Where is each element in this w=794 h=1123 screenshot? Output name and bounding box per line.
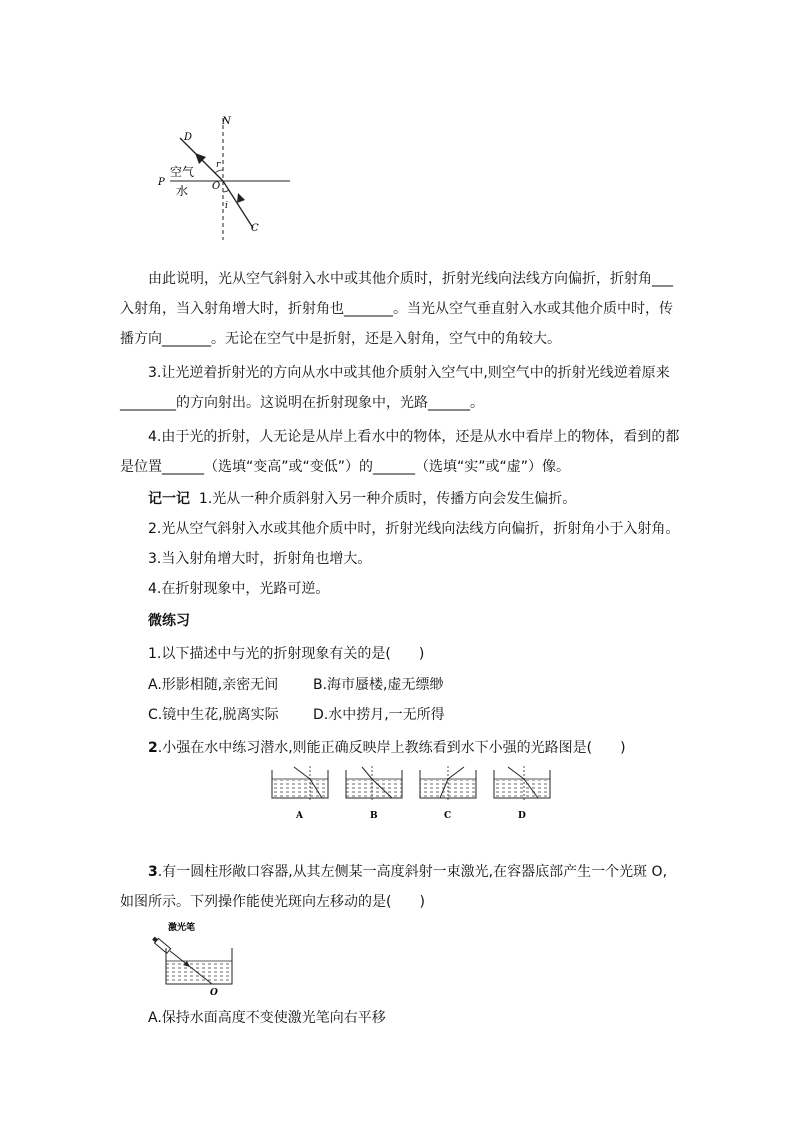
paragraph-apparent-position: 4.由于光的折射，人无论是从岸上看水中的物体，还是从水中看岸上的物体，看到的都是位置______（选填“变高”或“变低”）的______（选填“实”或“虚”）像。 (120, 429, 680, 475)
angle-arc-i (223, 190, 229, 192)
q2-text: .小强在水中练习潜水,则能正确反映岸上教练看到水下小强的光路图是( ) (157, 740, 626, 756)
q1-option-c: C.镜中生花,脱离实际 (148, 707, 279, 723)
angle-arc-r (215, 170, 223, 173)
memo-title: 记一记 (148, 491, 190, 507)
question-3 (120, 857, 680, 917)
laser-pen-label: 激光笔 (168, 923, 196, 933)
label-r: r (216, 160, 221, 170)
memo-item-1: 1.光从一种介质斜射入另一种介质时，传播方向会发生偏折。 (198, 491, 577, 507)
practice-title: 微练习 (148, 613, 190, 629)
label-N: N (222, 116, 231, 127)
q1-option-d: D.水中捞月,一无所得 (313, 707, 445, 723)
label-air: 空气 (170, 165, 195, 179)
memo-item-3: 3.当入射角增大时，折射角也增大。 (148, 551, 372, 567)
q2-option-d-diagram (494, 766, 550, 821)
refraction-diagram (150, 110, 300, 245)
label-C: C (251, 223, 259, 234)
q3-label-O: O (210, 988, 218, 998)
memo-item-4: 4.在折射现象中，光路可逆。 (148, 581, 330, 597)
laser-pen-icon (151, 936, 170, 953)
q2-label-c: C (444, 811, 452, 821)
label-water: 水 (176, 184, 189, 198)
q3-laser-figure (148, 918, 240, 998)
q2-label-b: B (370, 811, 378, 821)
q2-option-a-diagram (272, 766, 328, 821)
q1-option-a: A.形影相随,亲密无间 (148, 677, 279, 693)
q3-number: 3 (148, 864, 158, 880)
incident-arrow (237, 193, 245, 203)
label-i: i (225, 201, 228, 211)
paragraph-reversibility: 3.让光逆着折射光的方向从水中或其他介质射入空气中,则空气中的折射光线逆着原来________的方向射出。这说明在折射现象中，光路______。 (120, 365, 670, 411)
q2-label-d: D (518, 811, 526, 821)
label-P: P (158, 177, 165, 188)
q3-option-a: A.保持水面高度不变使激光笔向右平移 (148, 1010, 386, 1026)
paragraph-conclusion: 由此说明，光从空气斜射入水中或其他介质时，折射光线向法线方向偏折，折射角___入射角，当入射角增大时，折射角也_______。当光从空气垂直射入水或其他介质中时，传播方向_______。无论在空气中是折射，还是入射角，空气中的角较大。 (120, 271, 673, 347)
question-1: 1.以下描述中与光的折射现象有关的是( ) (148, 646, 425, 662)
q2-label-a: A (296, 811, 303, 821)
q2-option-b-diagram (346, 766, 402, 821)
q2-number: 2 (148, 740, 158, 756)
q3-text: .有一圆柱形敞口容器,从其左侧某一高度斜射一束激光,在容器底部产生一个光斑 O,如图所示。下列操作能使光斑向左移动的是( ) (120, 864, 668, 910)
label-O: O (212, 181, 221, 192)
q1-option-b: B.海市蜃楼,虚无缥缈 (313, 677, 444, 693)
q2-option-c-diagram (420, 766, 476, 821)
label-D: D (184, 132, 193, 143)
question-2 (148, 738, 626, 758)
memo-line-1 (148, 489, 576, 509)
q2-options-figure (268, 762, 568, 828)
memo-item-2: 2.光从空气斜射入水或其他介质中时，折射光线向法线方向偏折，折射角小于入射角。 (148, 521, 680, 537)
